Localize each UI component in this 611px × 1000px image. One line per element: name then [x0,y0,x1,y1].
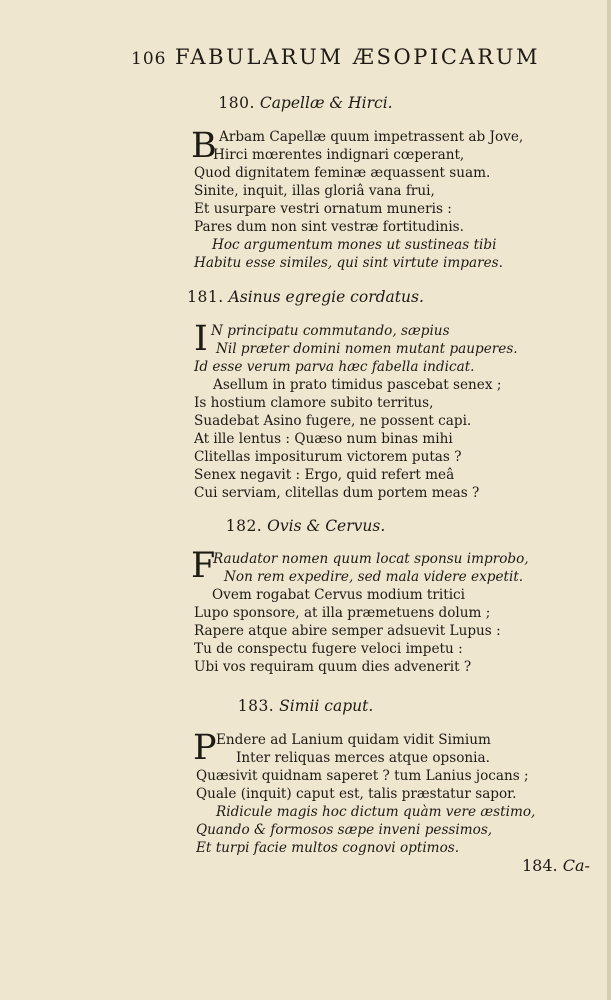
verse-line: Suadebat Asino fugere, ne possent capi. [194,413,472,429]
verse-line: Asellum in prato timidus pascebat senex ; [213,377,502,393]
verse-line: Tu de conspectu fugere veloci impetu : [194,641,463,657]
page-number: 106 [131,49,167,69]
fable-title [0,288,611,306]
drop-cap: P [193,728,217,768]
verse-line: Quod dignitatem feminæ æquassent suam. [194,165,491,181]
fable-name: Ovis & Cervus. [267,517,386,535]
fable-number: 180. [218,94,255,112]
verse-line: Non rem expedire, sed mala videre expetit. [224,569,524,585]
verse-line: Nil præter domini nomen mutant pauperes. [216,341,518,357]
verse-line: Cui serviam, clitellas dum portem meas ? [194,485,480,501]
moral-line: Habitu esse similes, qui sint virtute impares. [194,255,503,271]
verse-line: Pares dum non sint vestræ fortitudinis. [194,219,464,235]
fable-number: 183. [237,697,275,715]
verse-line: Sinite, inquit, illas gloriâ vana frui, [194,183,435,199]
fable-number: 182. [225,517,263,535]
moral-line: Ridicule magis hoc dictum quàm vere æstimo, [216,804,536,820]
verse-line: Arbam Capellæ quum impetrassent ab Jove, [219,129,524,145]
fable-number: 181. [187,288,224,306]
catchword-text: Ca- [562,856,590,875]
verse-line: Ubi vos requiram quum dies advenerit ? [194,659,472,675]
drop-cap: B [191,126,217,166]
moral-line: Et turpi facie multos cognovi optimos. [196,840,460,856]
drop-cap: I [194,319,208,359]
moral-line: Quando & formosos sæpe inveni pessimos, [196,822,493,838]
page-edge [607,0,611,1000]
verse-line: Quæsivit quidnam saperet ? tum Lanius jocans ; [196,768,529,784]
fable-title [0,697,611,715]
catchword-number: 184. [522,856,558,875]
drop-cap: F [191,546,216,586]
verse-line: Id esse verum parva hæc fabella indicat. [194,359,475,375]
verse-line: Rapere atque abire semper adsuevit Lupus : [194,623,501,639]
verse-line: N principatu commutando, sæpius [211,323,450,339]
verse-line: Senex negavit : Ergo, quid refert meâ [194,467,455,483]
verse-line: Quale (inquit) caput est, talis præstatur sapor. [196,786,517,802]
verse-line: Is hostium clamore subito territus, [194,395,434,411]
fable-name: Capellæ & Hirci. [259,94,393,112]
running-head: FABULARUM ÆSOPICARUM [175,45,541,69]
verse-line: Inter reliquas merces atque opsonia. [236,750,490,766]
verse-line: Endere ad Lanium quidam vidit Simium [216,732,491,748]
verse-line: At ille lentus : Quæso num binas mihi [194,431,453,447]
verse-line: Hirci mœrentes indignari cœperant, [213,147,465,163]
verse-line: Clitellas impositurum victorem putas ? [194,449,462,465]
fable-title [0,94,611,112]
fable-name: Simii caput. [279,697,374,715]
fable-name: Asinus egregie cordatus. [228,288,424,306]
verse-line: Lupo sponsore, at illa præmetuens dolum ; [194,605,491,621]
catchword [522,856,590,875]
fable-title [0,517,611,535]
verse-line: Ovem rogabat Cervus modium tritici [212,587,466,603]
moral-line: Hoc argumentum mones ut sustineas tibi [212,237,497,253]
verse-line: Raudator nomen quum locat sponsu improbo, [213,551,529,567]
verse-line: Et usurpare vestri ornatum muneris : [194,201,452,217]
page-header [131,45,541,75]
